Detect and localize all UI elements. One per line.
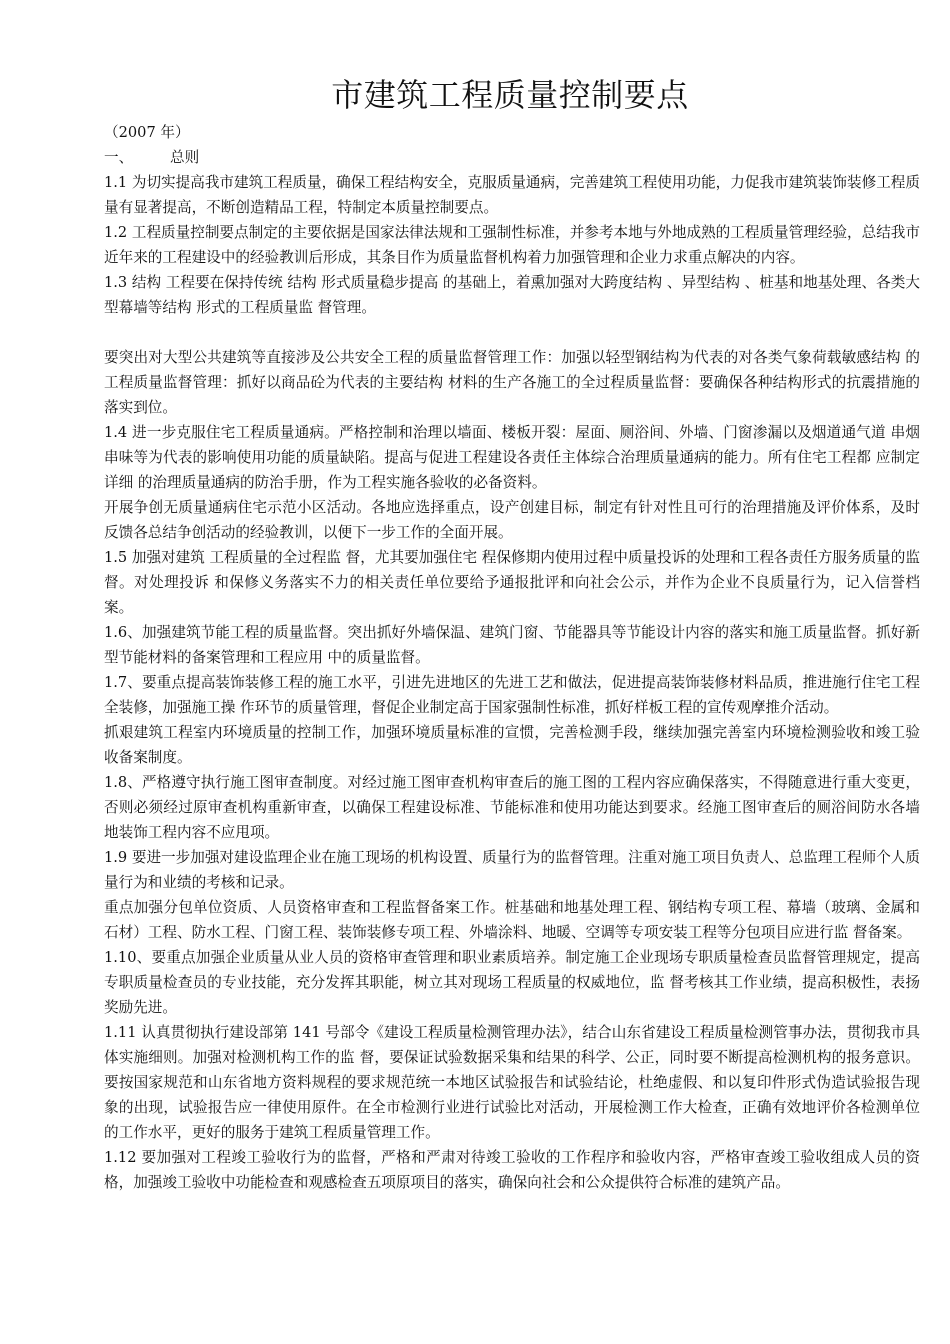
section-heading — [104, 145, 920, 170]
paragraph-1-9: 1.9 要进一步加强对建设监理企业在施工现场的机构设置、质量行为的监督管理。注重对施工项目负责人、总监理工程师个人质量行为和业绩的考核和记录。 — [104, 849, 920, 891]
document-title: 市建筑工程质量控制要点 — [331, 76, 689, 114]
document-body — [104, 120, 920, 1195]
paragraph-1-7: 1.7、要重点提高装饰装修工程的施工水平，引进先进地区的先进工艺和做法，促进提高装饰装修材料品质，推进施行住宅工程全装修，加强施工操 作环节的质量管理，督促企业制定高于国家强制性标准，抓好样板工程的宣传观摩推介活动。 — [104, 674, 920, 716]
paragraph-subcontract: 重点加强分包单位资质、人员资格审查和工程监督备案工作。桩基础和地基处理工程、钢结构专项工程、幕墙（玻璃、金属和石材）工程、防水工程、门窗工程、装饰装修专项工程、外墙涂料、地暖、空调等专项安装工程等分包项目应进行监 督备案。 — [104, 899, 920, 941]
paragraph-1-11: 1.11 认真贯彻执行建设部第 141 号部令《建设工程质量检测管理办法》，结合山东省建设工程质量检测管事办法，贯彻我市具体实施细则。加强对检测机构工作的监 督，要保证试验数据采集和结果的科学、公正，同时要不断提高检测机构的报务意识。要按国家规范和山东省地方资料规程的要求规范统一本地区试验报告和试验结论，杜绝虚假、和以复印件形式伪造试验报告现象的出现，试验报告应一律使用原件。在全市检测行业进行试验比对活动，开展检测工作大检查，正确有效地评价各检测单位的工作水平，更好的服务于建筑工程质量管理工作。 — [104, 1024, 920, 1141]
document-year: （2007 年） — [104, 124, 190, 141]
section-number: 一、 — [104, 149, 134, 166]
paragraph-1-10: 1.10、要重点加强企业质量从业人员的资格审查管理和职业素质培养。制定施工企业现场专职质量检查员监督管理规定，提高专职质量检查员的专业技能，充分发挥其职能，树立其对现场工程质量的权威地位，监 督考核其工作业绩，提高积极性，表扬奖励先进。 — [104, 949, 920, 1016]
paragraph-1-4: 1.4 进一步克服住宅工程质量通病。严格控制和治理以墙面、楼板开裂：屋面、厕浴间、外墙、门窗渗漏以及烟道通气道 串烟串味等为代表的影响使用功能的质量缺陷。提高与促进工程建设各责任主体综合治理质量通病的能力。所有住宅工程都 应制定详细 的治理质量通病的防治手册，作为工程实施各验收的必备资料。 — [104, 424, 920, 491]
paragraph-public-buildings: 要突出对大型公共建筑等直接涉及公共安全工程的质量监督管理工作：加强以轻型钢结构为代表的对各类气象荷载敏感结构 的工程质量监督管理：抓好以商品砼为代表的主要结构 材料的生产各施工的全过程质量监督：要确保各种结构形式的抗震措施的落实到位。 — [104, 349, 920, 416]
paragraph-1-8: 1.8、严格遵守执行施工图审查制度。对经过施工图审查机构审查后的施工图的工程内容应确保落实，不得随意进行重大变更，否则必须经过原审查机构重新审查，以确保工程建设标准、节能标准和使用功能达到要求。经施工图审查后的厕浴间防水各墙地装饰工程内容不应甩项。 — [104, 774, 920, 841]
paragraph-demo-community: 开展争创无质量通病住宅示范小区活动。各地应选择重点，设产创建目标，制定有针对性且可行的治理措施及评价体系，及时反馈各总结争创活动的经验教训，以便下一步工作的全面开展。 — [104, 499, 920, 541]
paragraph-indoor-environment: 抓艰建筑工程室内环境质量的控制工作，加强环境质量标准的宣惯，完善检测手段，继续加强完善室内环境检测验收和竣工验收备案制度。 — [104, 724, 920, 766]
paragraph-1-2: 1.2 工程质量控制要点制定的主要依据是国家法律法规和工强制性标准，并参考本地与外地成熟的工程质量管理经验，总结我市近年来的工程建设中的经验教训后形成，其条目作为质量监督机构着力加强管理和企业力求重点解决的内容。 — [104, 224, 920, 266]
paragraph-1-6: 1.6、加强建筑节能工程的质量监督。突出抓好外墙保温、建筑门窗、节能器具等节能设计内容的落实和施工质量监督。抓好新型节能材料的备案管理和工程应用 中的质量监督。 — [104, 624, 920, 666]
paragraph-1-1: 1.1 为切实提高我市建筑工程质量，确保工程结构安全，克服质量通病，完善建筑工程使用功能，力促我市建筑装饰装修工程质量有显著提高，不断创造精品工程，特制定本质量控制要点。 — [104, 174, 920, 216]
paragraph-1-5: 1.5 加强对建筑 工程质量的全过程监 督，尤其要加强住宅 程保修期内使用过程中质量投诉的处理和工程各责任方服务质量的监督。对处理投诉 和保修义务落实不力的相关责任单位要给予通报批评和向社会公示，并作为企业不良质量行为，记入信誉档案。 — [104, 549, 920, 616]
paragraph-1-12: 1.12 要加强对工程竣工验收行为的监督，严格和严肃对待竣工验收的工作程序和验收内容，严格审查竣工验收组成人员的资格，加强竣工验收中功能检查和观感检查五项原项目的落实，确保向社会和公众提供符合标准的建筑产品。 — [104, 1149, 920, 1191]
paragraph-1-3: 1.3 结构 工程要在保持传统 结构 形式质量稳步提高 的基础上，着熏加强对大跨度结构 、异型结构 、桩基和地基处理、各类大型幕墙等结构 形式的工程质量监 督管理。 — [104, 274, 920, 316]
blank-line — [104, 320, 920, 345]
section-title: 总则 — [170, 149, 200, 166]
